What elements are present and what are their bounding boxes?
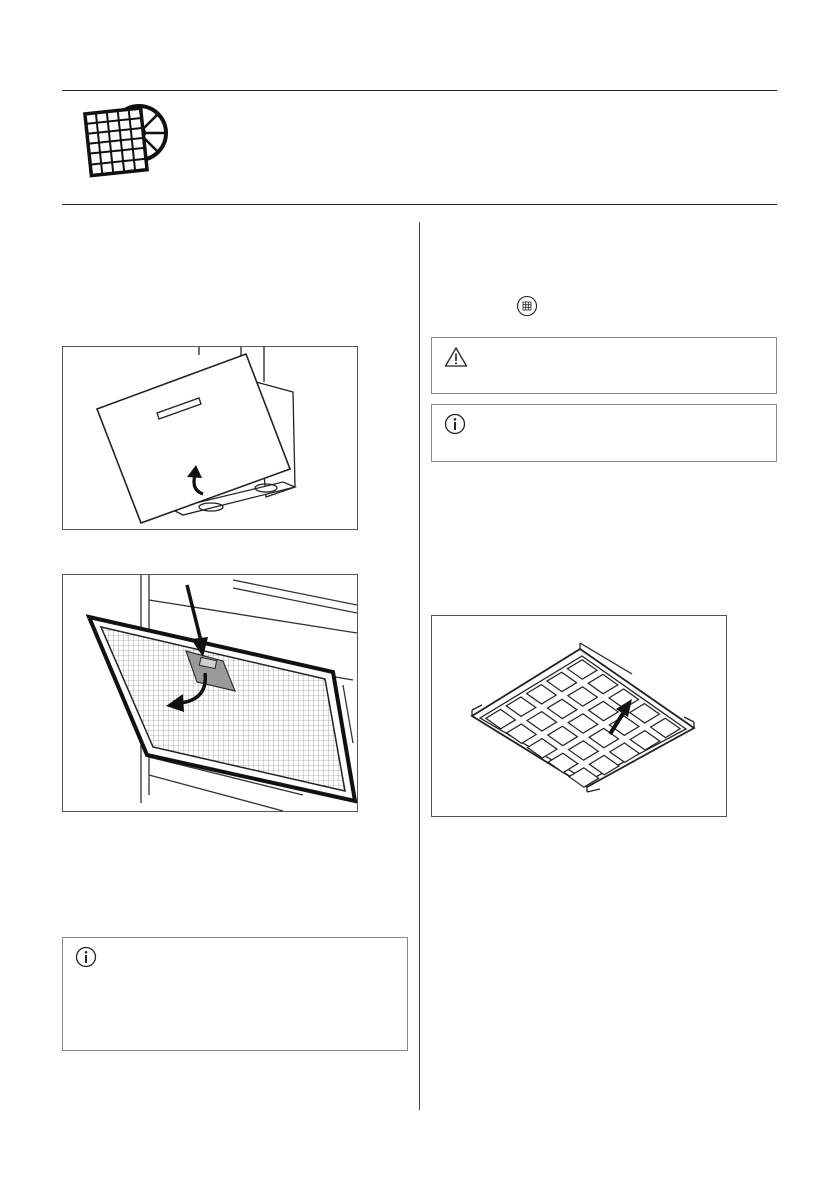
info-note-right <box>431 404 777 462</box>
column-divider <box>419 222 420 1110</box>
info-icon <box>444 413 466 440</box>
warning-note <box>431 337 777 394</box>
hood-panel-open-illustration <box>62 346 358 530</box>
carbon-filter-icon <box>80 97 175 184</box>
warning-icon <box>444 346 468 373</box>
info-icon <box>75 946 97 973</box>
carbon-filter-removal-illustration <box>431 615 727 817</box>
carbon-filter-indicator-icon <box>516 295 538 322</box>
header-bottom-rule <box>62 204 777 205</box>
grease-filter-removal-illustration <box>62 574 358 812</box>
header-top-rule <box>62 90 777 91</box>
info-note-left <box>62 937 408 1051</box>
